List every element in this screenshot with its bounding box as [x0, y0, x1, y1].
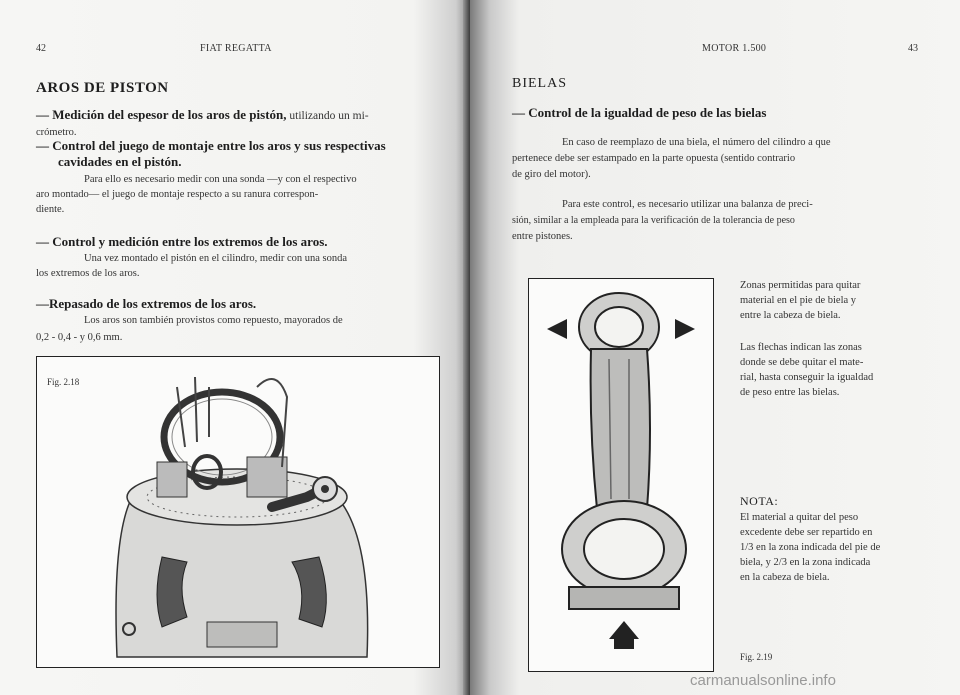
side-note2-l4: de peso entre las bielas. [740, 387, 840, 398]
arrow-icon [675, 319, 695, 339]
arrow-icon [547, 319, 567, 339]
right-page-number: 43 [908, 43, 918, 54]
control-line2: aro montado— el juego de montaje respecto a su ranura correspon- [36, 189, 319, 200]
figure-2-19 [528, 278, 714, 672]
ends-heading: — Control y medición entre los extremos de los aros. [36, 234, 328, 249]
bielas-p1-l1: En caso de reemplazo de una biela, el número del cilindro a que [562, 137, 831, 148]
control-heading-l1: — Control del juego de montaje entre los aros y sus respectivas [36, 138, 386, 153]
figure-2-19-label: Fig. 2.19 [740, 652, 773, 662]
bielas-p1-l3: de giro del motor). [512, 169, 591, 180]
bielas-heading: — Control de la igualdad de peso de las bielas [512, 105, 767, 120]
side-note1-l1: Zonas permitidas para quitar [740, 280, 861, 291]
nota-l5: en la cabeza de biela. [740, 572, 830, 583]
ends-line2: los extremos de los aros. [36, 268, 140, 279]
section-measure [36, 107, 456, 124]
ends-line1: Una vez montado el pistón en el cilindro, medir con una sonda [84, 253, 348, 264]
measure-line2: crómetro. [36, 127, 77, 138]
piston-ring-gauge-illustration [37, 357, 439, 667]
left-page [0, 0, 470, 695]
bielas-p2-l1: Para este control, es necesario utilizar una balanza de preci- [562, 199, 813, 210]
figure-2-18-label: Fig. 2.18 [47, 377, 80, 387]
control-heading-l2: cavidades en el pistón. [58, 154, 182, 169]
bielas-p2-l3: entre pistones. [512, 231, 573, 242]
control-line3: diente. [36, 204, 65, 215]
side-note1-l3: entre la cabeza de biela. [740, 310, 841, 321]
left-running-header: FIAT REGATTA [200, 43, 272, 54]
side-note2-l2: donde se debe quitar el mate- [740, 357, 864, 368]
nota-title: NOTA: [740, 494, 779, 508]
repasado-heading: —Repasado de los extremos de los aros. [36, 296, 257, 311]
control-line1: Para ello es necesario medir con una sonda —y con el respectivo [84, 174, 357, 185]
measure-heading: — Medición del espesor de los aros de pistón, [36, 107, 287, 122]
figure-2-18 [36, 356, 440, 668]
nota-l1: El material a quitar del peso [740, 512, 859, 523]
arrow-icon [609, 621, 639, 639]
section-title-aros: AROS DE PISTON [36, 80, 169, 96]
bielas-p1-l2: pertenece debe ser estampado en la parte opuesta (sentido contrario [512, 153, 796, 164]
nota-l3: 1/3 en la zona indicada del pie de [740, 542, 881, 553]
repasado-line1: Los aros son también provistos como repuesto, mayorados de [84, 315, 343, 326]
connecting-rod-illustration [529, 279, 713, 671]
measure-heading-rest: utilizando un mi- [286, 110, 369, 122]
nota-l4: biela, y 2/3 en la zona indicada [740, 557, 871, 568]
left-page-number: 42 [36, 43, 46, 54]
side-note2-l3: rial, hasta conseguir la igualdad [740, 372, 874, 383]
right-running-header: MOTOR 1.500 [702, 43, 767, 54]
side-note1-l2: material en el pie de biela y [740, 295, 857, 306]
watermark-text: carmanualsonline.info [690, 672, 836, 689]
right-page [470, 0, 960, 695]
nota-l2: excedente debe ser repartido en [740, 527, 873, 538]
repasado-line2: 0,2 - 0,4 - y 0,6 mm. [36, 332, 123, 343]
section-title-bielas: BIELAS [512, 76, 567, 91]
side-note2-l1: Las flechas indican las zonas [740, 342, 862, 353]
bielas-p2-l2: sión, similar a la empleada para la verificación de la tolerancia de peso [512, 215, 795, 226]
